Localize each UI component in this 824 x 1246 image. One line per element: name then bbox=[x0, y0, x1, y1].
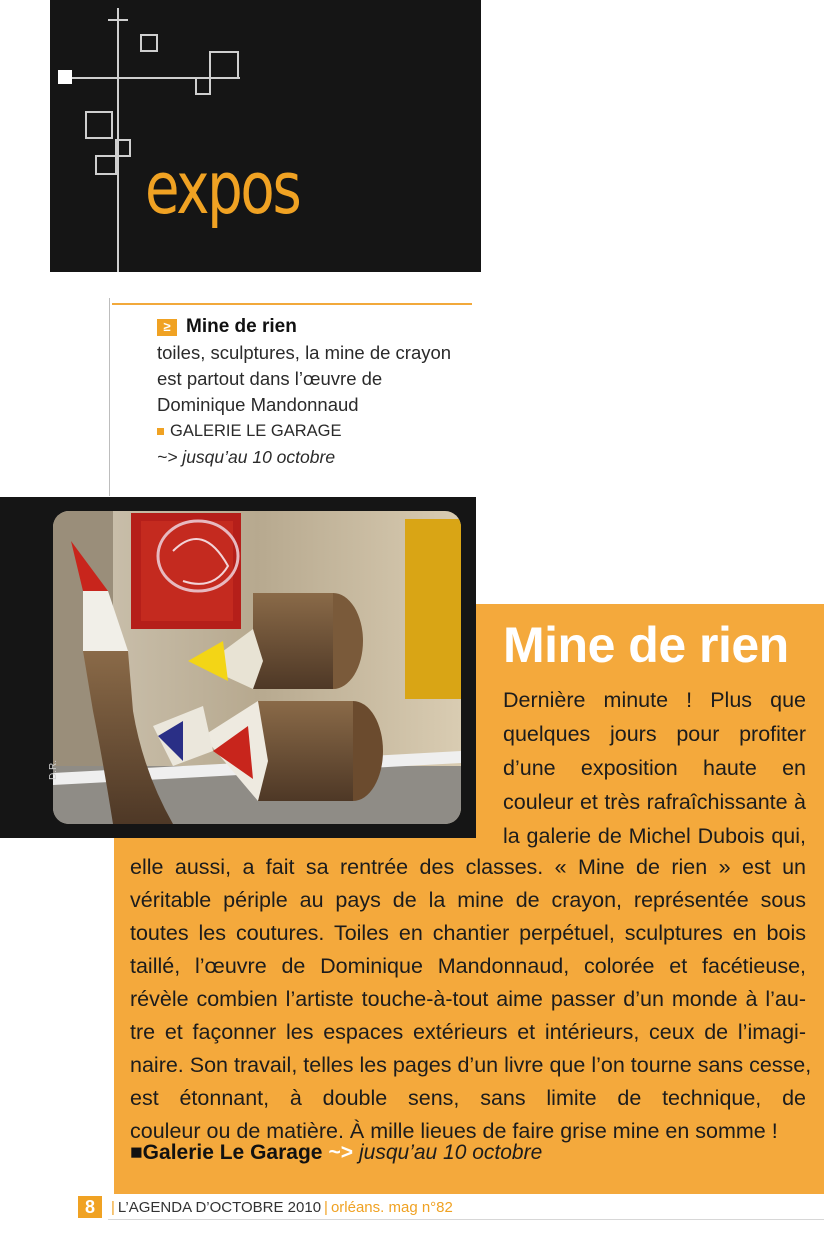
listing-dates: ~> jusqu’au 10 octobre bbox=[157, 447, 336, 467]
article-body-line: est étonnant, à double sens, sans limite de technique, de bbox=[130, 1086, 806, 1110]
footer-agenda: L’AGENDA D’OCTOBRE 2010 bbox=[117, 1199, 322, 1216]
decorative-squares bbox=[50, 0, 481, 272]
footer-line bbox=[108, 1199, 453, 1216]
header-filled-square bbox=[58, 70, 72, 84]
article-intro-line: Dernière minute ! Plus que bbox=[503, 688, 806, 712]
article-body-line: taillé, l’œuvre de Dominique Mandonnaud, colorée et facétieuse, bbox=[130, 954, 806, 978]
square-bullet-icon bbox=[157, 428, 164, 435]
header-square bbox=[141, 35, 157, 51]
listing-divider-top bbox=[112, 303, 472, 305]
page-number: 8 bbox=[78, 1196, 102, 1218]
listing-venue-row bbox=[157, 418, 477, 444]
article-intro-line: d’une exposition haute en bbox=[503, 756, 806, 780]
header-square bbox=[86, 112, 112, 138]
arrow-icon: ~> bbox=[328, 1141, 353, 1164]
listing-title: Mine de rien bbox=[186, 316, 297, 337]
pencil-sculptures-illustration bbox=[53, 511, 461, 824]
article-body-line: toutes les coutures. Toiles en chantier perpétuel, sculptures en bois bbox=[130, 921, 806, 945]
listing-description-line: est partout dans l’œuvre de bbox=[157, 368, 383, 389]
header-square bbox=[96, 156, 116, 174]
photo-credit: D.R. bbox=[48, 760, 59, 780]
article-title: Mine de rien bbox=[503, 617, 789, 673]
header-square bbox=[196, 78, 210, 94]
article-body-line: véritable périple au pays de la mine de crayon, représentée sous bbox=[130, 888, 806, 912]
footer-separator: | bbox=[324, 1199, 328, 1216]
footer-magazine: orléans. mag n°82 bbox=[330, 1199, 453, 1216]
article-credit-line bbox=[130, 1136, 542, 1170]
footer-rule bbox=[108, 1219, 824, 1220]
listing-venue: GALERIE LE GARAGE bbox=[170, 422, 342, 440]
article-intro-line: couleur et très rafraîchissante à bbox=[503, 790, 806, 814]
header-square bbox=[210, 52, 238, 78]
article-venue: ■Galerie Le Garage bbox=[130, 1141, 323, 1164]
exhibition-photo bbox=[53, 511, 461, 824]
listing-description-line: Dominique Mandonnaud bbox=[157, 394, 359, 415]
article-intro-line: quelques jours pour profiter bbox=[503, 722, 806, 746]
arrow-badge-icon: ≥ bbox=[157, 319, 177, 336]
listing-title-row bbox=[157, 314, 477, 340]
listing-description-line: toiles, sculptures, la mine de crayon bbox=[157, 342, 452, 363]
listing-block bbox=[157, 314, 477, 470]
article-body-line: révèle combien l’artiste touche-à-tout aime passer d’un monde à l’au- bbox=[130, 987, 806, 1011]
photo-frame bbox=[0, 497, 476, 838]
article-body-line: naire. Son travail, telles les pages d’un livre que l’on tourne sans cesse, bbox=[130, 1053, 812, 1077]
article-body-line: couleur ou de matière. À mille lieues de faire grise mine en somme ! bbox=[130, 1119, 778, 1143]
article-body-line: elle aussi, a fait sa rentrée des classes. « Mine de rien » est un bbox=[130, 855, 806, 879]
article-dates: jusqu’au 10 octobre bbox=[358, 1141, 543, 1164]
article-intro-line: la galerie de Michel Dubois qui, bbox=[503, 824, 806, 848]
article-body-line: tre et façonner les espaces extérieurs et intérieurs, ceux de l’imagi- bbox=[130, 1020, 806, 1044]
section-title: expos bbox=[145, 146, 300, 230]
footer-separator: | bbox=[111, 1199, 115, 1216]
section-header bbox=[50, 0, 481, 272]
listing-divider-vertical bbox=[109, 298, 110, 496]
